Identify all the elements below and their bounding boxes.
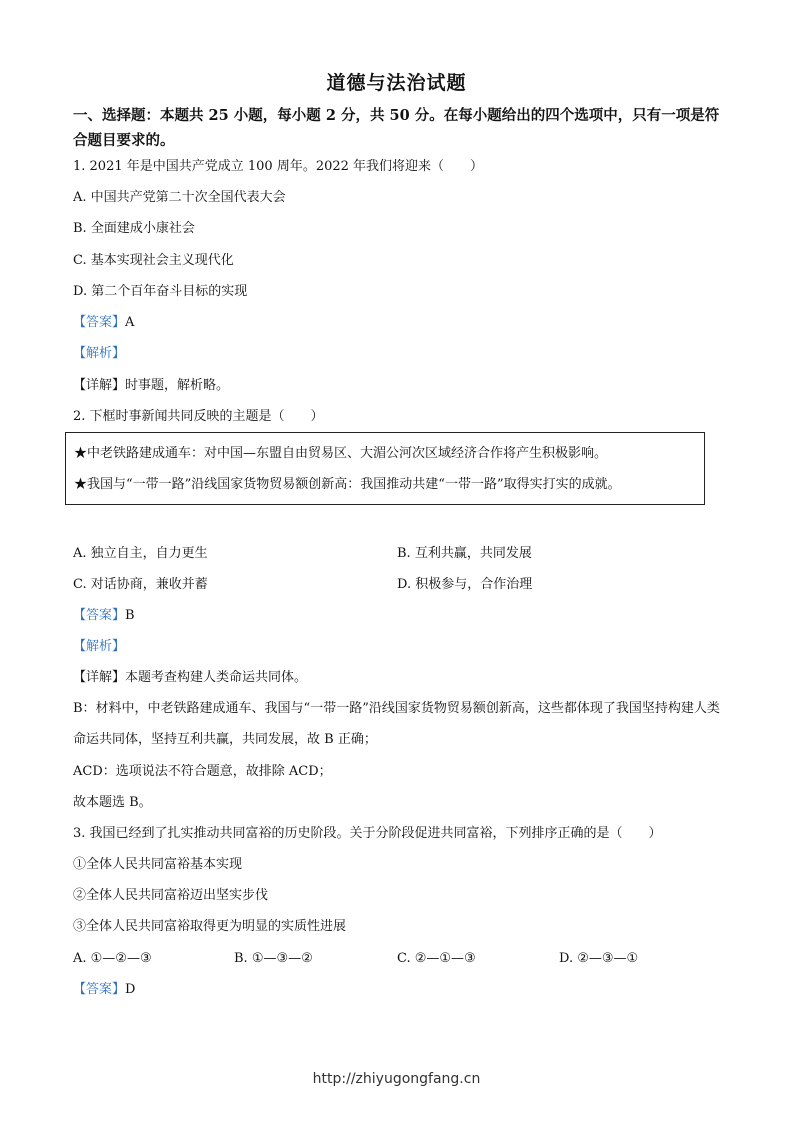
news-box: [65, 432, 705, 505]
detail-text: 本题考查构建人类命运共同体。: [125, 670, 308, 685]
q3-option-a: A. ①—②—③: [73, 951, 152, 966]
detail-tag: 【详解】: [73, 378, 126, 393]
q3-option-c: C. ②—①—③: [397, 951, 476, 966]
q1-analysis-tag: 【解析】: [73, 346, 126, 361]
page-title: 道德与法治试题: [326, 72, 467, 94]
q3-item-2: ②全体人民共同富裕迈出坚实步伐: [73, 888, 269, 903]
q3-stem: 3. 我国已经到了扎实推动共同富裕的历史阶段。关于分阶段促进共同富裕，下列排序正确的是（ ）: [73, 826, 662, 841]
answer-tag: 【答案】: [73, 982, 126, 997]
q2-stem: 2. 下框时事新闻共同反映的主题是（ ）: [73, 409, 324, 424]
q2-explain-b: B：材料中，中老铁路建成通车、我国与“一带一路”沿线国家货物贸易额创新高，这些都体现了我国坚持构建人类命运共同体，坚持互利共赢，共同发展，故 B 正确；: [73, 701, 720, 747]
q2-answer: [73, 607, 135, 625]
answer-tag: 【答案】: [73, 315, 126, 330]
q2-explain-acd: ACD：选项说法不符合题意，故排除 ACD；: [73, 764, 332, 779]
answer-value: B: [125, 608, 135, 623]
answer-value: A: [125, 315, 135, 330]
q2-conclusion: 故本题选 B。: [73, 795, 152, 810]
section-heading: 一、选择题：本题共 25 小题，每小题 2 分，共 50 分。在每小题给出的四个选项中，只有一项是符合题目要求的。: [73, 107, 720, 149]
detail-text: 时事题，解析略。: [125, 378, 230, 393]
q2-option-b: B. 互利共赢，共同发展: [397, 546, 532, 561]
q1-option-b: B. 全面建成小康社会: [73, 221, 195, 236]
q2-analysis-tag: 【解析】: [73, 639, 126, 654]
footer-url: http://zhiyugongfang.cn: [312, 1071, 481, 1087]
q3-option-d: D. ②—③—①: [559, 951, 639, 966]
q1-answer: [73, 314, 134, 332]
q1-option-a: A. 中国共产党第二十次全国代表大会: [73, 190, 286, 205]
news-item-2: ★我国与“一带一路”沿线国家货物贸易额创新高：我国推动共建“一带一路”取得实打实的成就。: [74, 477, 621, 492]
q1-detail: [73, 377, 229, 395]
answer-value: D: [125, 982, 136, 997]
q2-option-a: A. 独立自主，自力更生: [73, 546, 208, 561]
q2-option-d: D. 积极参与，合作治理: [397, 577, 533, 592]
q3-item-1: ①全体人民共同富裕基本实现: [73, 857, 243, 872]
q2-detail: [73, 669, 307, 687]
q1-option-c: C. 基本实现社会主义现代化: [73, 253, 234, 268]
q1-stem: 1. 2021 年是中国共产党成立 100 周年。2022 年我们将迎来（ ）: [73, 159, 484, 174]
detail-tag: 【详解】: [73, 670, 126, 685]
q3-item-3: ③全体人民共同富裕取得更为明显的实质性进展: [73, 919, 347, 934]
news-item-1: ★中老铁路建成通车：对中国—东盟自由贸易区、大湄公河次区域经济合作将产生积极影响。: [74, 446, 608, 461]
q1-option-d: D. 第二个百年奋斗目标的实现: [73, 284, 248, 299]
q3-answer: [73, 981, 135, 999]
q2-option-c: C. 对话协商，兼收并蓄: [73, 577, 208, 592]
q3-option-b: B. ①—③—②: [234, 951, 313, 966]
answer-tag: 【答案】: [73, 608, 126, 623]
